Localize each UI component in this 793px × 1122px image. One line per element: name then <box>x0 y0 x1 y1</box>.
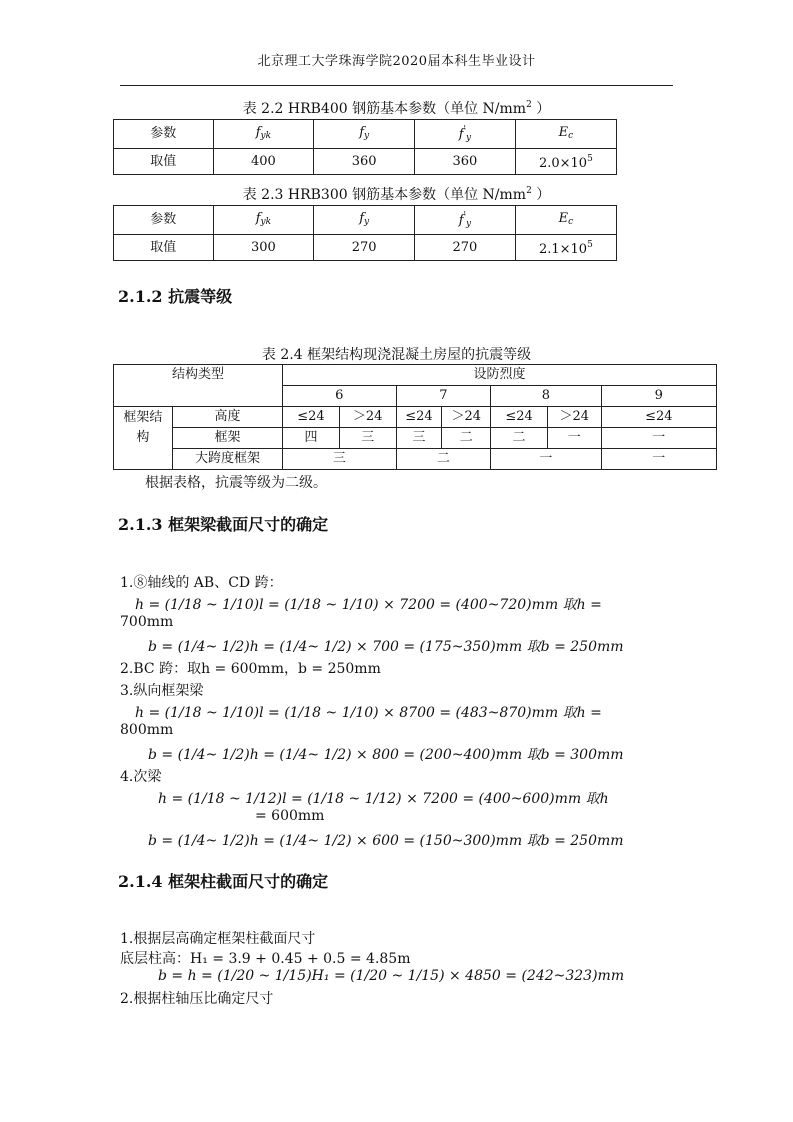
section-heading-2-1-3: 2.1.3 框架梁截面尺寸的确定 <box>118 515 329 534</box>
formula-line: 800mm <box>120 722 174 738</box>
table-cell: 360 <box>415 149 516 175</box>
table-cell: 一 <box>601 449 716 470</box>
table-2-4 <box>113 364 717 470</box>
table-row <box>114 365 717 386</box>
table-2-3 <box>113 205 617 261</box>
formula-line: 底层柱高：H₁ = 3.9 + 0.45 + 0.5 = 4.85m <box>120 951 411 967</box>
table-row <box>114 407 717 428</box>
table-row <box>114 149 617 175</box>
section-heading-2-1-2: 2.1.2 抗震等级 <box>118 287 233 306</box>
table-cell: 设防烈度 <box>283 365 717 386</box>
table-row <box>114 428 717 449</box>
table-cell: 7 <box>396 386 491 407</box>
table-cell: $f_y$ <box>314 120 415 149</box>
formula-line: b = h = (1/20 ~ 1/15)H₁ = (1/20 ~ 1/15) × 4850 = (242~323)mm <box>158 968 625 984</box>
formula-line: b = (1/4~ 1/2)h = (1/4~ 1/2) × 700 = (175~350)mm 取b = 250mm <box>148 639 624 655</box>
table-cell: 四 <box>283 428 340 449</box>
table-cell: $f_y$ <box>314 206 415 235</box>
table-2-2 <box>113 119 617 175</box>
table-cell: 取值 <box>114 235 214 261</box>
section-heading-2-1-4: 2.1.4 框架柱截面尺寸的确定 <box>118 872 329 891</box>
table-cell: 结构类型 <box>114 365 283 407</box>
table-cell: ≤24 <box>283 407 340 428</box>
table-2-3-caption: 表 2.3 HRB300 钢筋基本参数（单位 $N/mm^2$ ） <box>242 186 551 203</box>
table-cell: 框架结构 <box>114 407 173 470</box>
body-line: 1.根据层高确定框架柱截面尺寸 <box>120 931 316 947</box>
table-cell: 一 <box>547 428 601 449</box>
table-cell: 参数 <box>114 120 214 149</box>
body-line: 2.根据柱轴压比确定尺寸 <box>120 991 274 1007</box>
table-2-2-caption: 表 2.2 HRB400 钢筋基本参数（单位 $N/mm^2$ ） <box>242 100 551 117</box>
formula-line: h = (1/18 ~ 1/12)l = (1/18 ~ 1/12) × 7200 = (400~600)mm 取h <box>158 791 609 807</box>
formula-line: b = (1/4~ 1/2)h = (1/4~ 1/2) × 800 = (200~400)mm 取b = 300mm <box>148 747 624 763</box>
body-line: 4.次梁 <box>120 769 162 785</box>
table-cell: $E_c$ <box>515 120 616 149</box>
table-cell: 高度 <box>172 407 282 428</box>
conclusion-text: 根据表格，抗震等级为二级。 <box>145 475 327 491</box>
formula-line: h = (1/18 ~ 1/10)l = (1/18 ~ 1/10) × 7200 = (400~720)mm 取h = <box>135 597 602 613</box>
table-cell: 二 <box>491 428 548 449</box>
formula-line: = 600mm <box>255 808 325 824</box>
table-cell: 二 <box>396 449 491 470</box>
table-cell: ≤24 <box>396 407 442 428</box>
table-cell: $E_c$ <box>515 206 616 235</box>
table-row <box>114 235 617 261</box>
table-cell: ≤24 <box>491 407 548 428</box>
table-cell: ＞24 <box>442 407 491 428</box>
table-cell: $f_{yk}$ <box>213 120 314 149</box>
table-row <box>114 120 617 149</box>
table-cell: 270 <box>415 235 516 261</box>
table-cell: ≤24 <box>601 407 716 428</box>
table-cell: ＞24 <box>547 407 601 428</box>
table-2-4-caption: 表 2.4 框架结构现浇混凝土房屋的抗震等级 <box>261 347 532 363</box>
table-cell: 取值 <box>114 149 214 175</box>
table-cell: 三 <box>396 428 442 449</box>
table-cell: $f_{yk}$ <box>213 206 314 235</box>
table-cell: $f'_y$ <box>415 206 516 235</box>
table-cell: $2.0\times 10^5$ <box>515 149 616 175</box>
table-cell: $2.1\times 10^5$ <box>515 235 616 261</box>
table-cell: 300 <box>213 235 314 261</box>
body-line: 1.⑧轴线的 AB、CD 跨： <box>120 575 283 591</box>
table-cell: $f'_y$ <box>415 120 516 149</box>
table-cell: 9 <box>601 386 716 407</box>
table-cell: 400 <box>213 149 314 175</box>
table-cell: 270 <box>314 235 415 261</box>
table-cell: 6 <box>283 386 396 407</box>
table-cell: 8 <box>491 386 601 407</box>
table-cell: 参数 <box>114 206 214 235</box>
page-header: 北京理工大学珠海学院2020届本科生毕业设计 <box>257 54 536 69</box>
table-cell: 三 <box>339 428 396 449</box>
table-cell: 大跨度框架 <box>172 449 282 470</box>
table-cell: 三 <box>283 449 396 470</box>
table-row <box>114 206 617 235</box>
table-cell: 360 <box>314 149 415 175</box>
table-row <box>114 449 717 470</box>
table-cell: 一 <box>601 428 716 449</box>
table-cell: 一 <box>491 449 601 470</box>
formula-line: 700mm <box>120 614 174 630</box>
formula-line: b = (1/4~ 1/2)h = (1/4~ 1/2) × 600 = (150~300)mm 取b = 250mm <box>148 833 624 849</box>
body-line: 3.纵向框架梁 <box>120 683 204 699</box>
table-cell: 框架 <box>172 428 282 449</box>
table-cell: 二 <box>442 428 491 449</box>
table-cell: ＞24 <box>339 407 396 428</box>
body-line: 2.BC 跨：取h = 600mm，b = 250mm <box>120 661 381 677</box>
formula-line: h = (1/18 ~ 1/10)l = (1/18 ~ 1/10) × 8700 = (483~870)mm 取h = <box>135 705 602 721</box>
header-rule <box>120 85 673 86</box>
